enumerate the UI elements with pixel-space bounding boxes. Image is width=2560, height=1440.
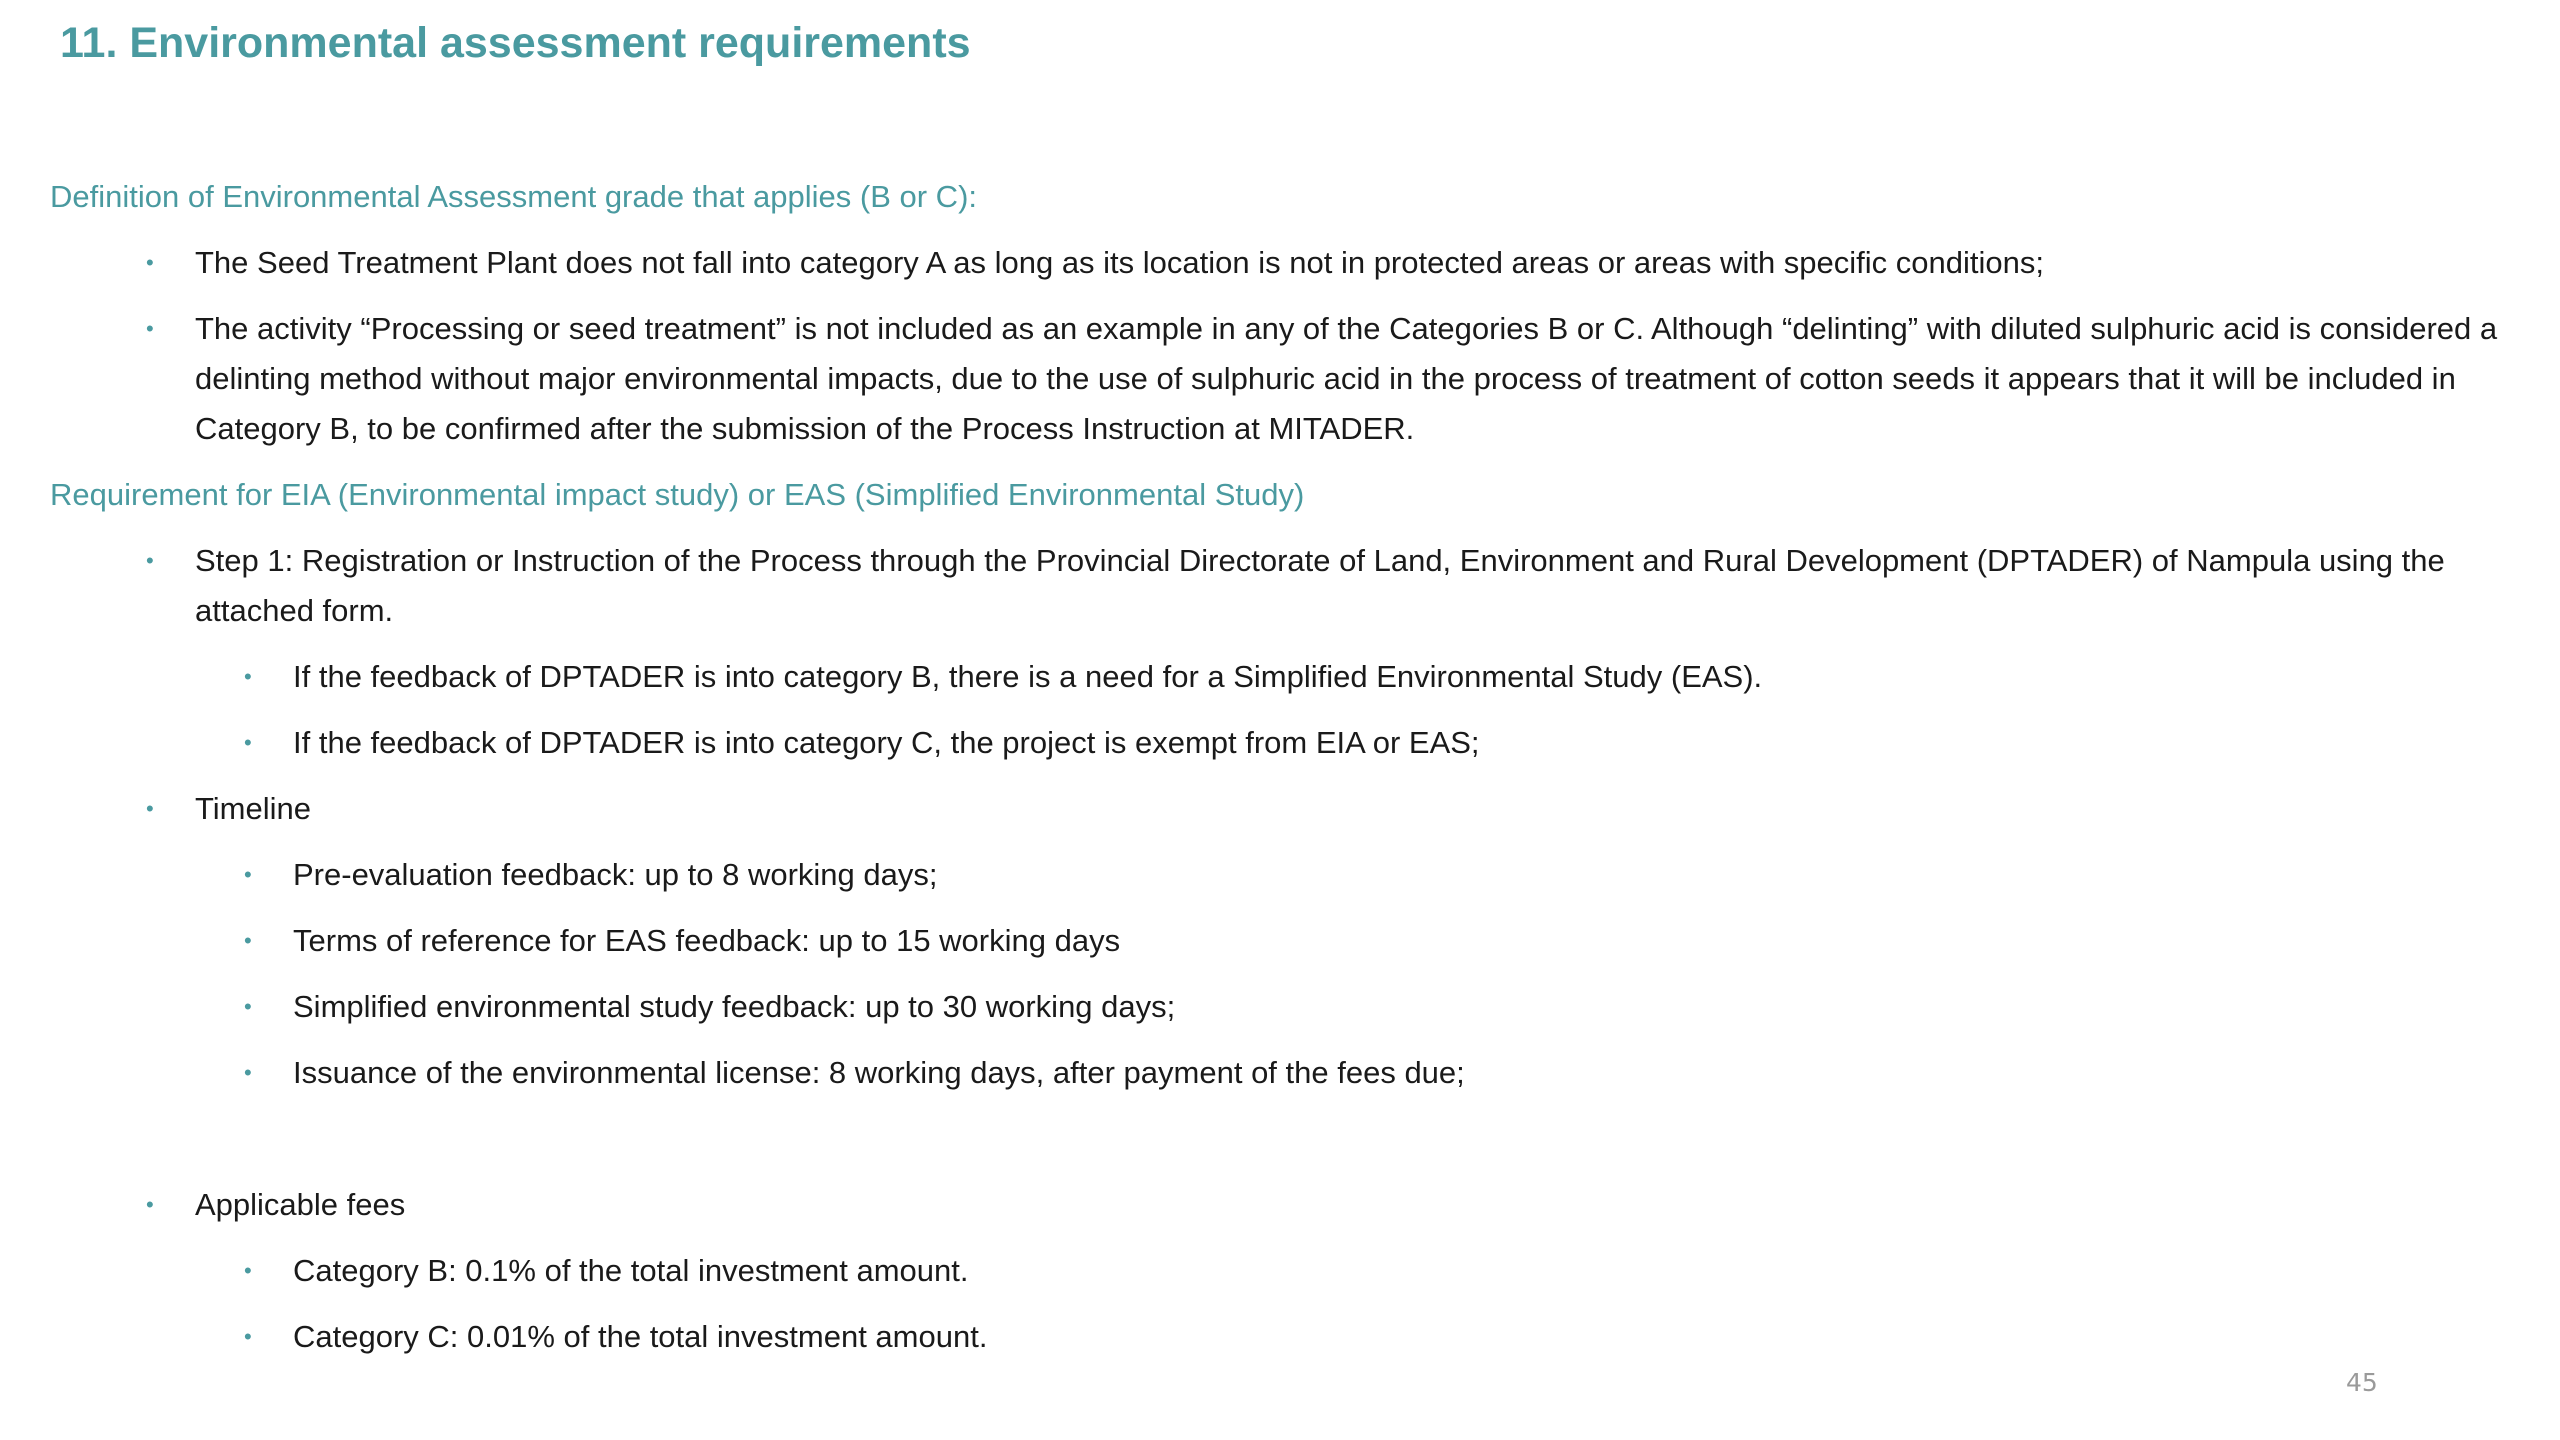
list-item-text: Category C: 0.01% of the total investment amount. — [293, 1319, 988, 1354]
ea-grade-list — [50, 238, 2540, 454]
bullet-icon: • — [244, 928, 252, 953]
sub-list-item — [50, 1048, 2540, 1098]
list-item-text: Pre-evaluation feedback: up to 8 working days; — [293, 857, 938, 892]
list-item-text: Timeline — [195, 791, 311, 826]
list-item-timeline — [50, 784, 2540, 834]
bullet-icon: • — [146, 250, 154, 275]
list-item-text: Step 1: Registration or Instruction of the Process through the Provincial Directorate of Land, Environment and Rural Development (DPTADER) of Nampula using the attached form. — [195, 543, 2445, 628]
bullet-icon: • — [244, 1060, 252, 1085]
list-item-text: Simplified environmental study feedback: up to 30 working days; — [293, 989, 1176, 1024]
sub-list-item — [50, 982, 2540, 1032]
eia-eas-list — [50, 536, 2540, 1098]
bullet-icon: • — [244, 1258, 252, 1283]
slide-content — [50, 172, 2540, 1378]
bullet-icon: • — [244, 730, 252, 755]
sub-list-item — [50, 850, 2540, 900]
page-number: 45 — [2346, 1368, 2378, 1397]
spacer — [50, 1114, 2540, 1180]
bullet-icon: • — [244, 994, 252, 1019]
slide-title: 11. Environmental assessment requirements — [60, 19, 971, 67]
sub-list-item — [50, 718, 2540, 768]
list-item-fees — [50, 1180, 2540, 1230]
list-item — [50, 304, 2540, 454]
sub-list-item — [50, 916, 2540, 966]
list-item-step1 — [50, 536, 2540, 636]
list-item-text: Terms of reference for EAS feedback: up to 15 working days — [293, 923, 1121, 958]
bullet-icon: • — [244, 862, 252, 887]
list-item-text: If the feedback of DPTADER is into category C, the project is exempt from EIA or EAS; — [293, 725, 1480, 760]
list-item-text: Issuance of the environmental license: 8 working days, after payment of the fees due; — [293, 1055, 1465, 1090]
bullet-icon: • — [244, 664, 252, 689]
list-item-text: Applicable fees — [195, 1187, 406, 1222]
list-item-text: The activity “Processing or seed treatment” is not included as an example in any of the Categories B or C. Although “delinting” with diluted sulphuric acid is considered a delinting method without major environmental impacts, due to the use of sulphuric acid in the process of treatment of cotton seeds it appears that it will be included in Category B, to be confirmed after the submission of the Process Instruction at MITADER. — [195, 311, 2498, 446]
bullet-icon: • — [244, 1324, 252, 1349]
list-item-text: Category B: 0.1% of the total investment amount. — [293, 1253, 969, 1288]
section-heading-ea-grade: Definition of Environmental Assessment grade that applies (B or C): — [50, 179, 978, 214]
sub-list-item — [50, 1246, 2540, 1296]
bullet-icon: • — [146, 796, 154, 821]
list-item — [50, 238, 2540, 288]
sub-list-item — [50, 652, 2540, 702]
fees-list — [50, 1180, 2540, 1362]
bullet-icon: • — [146, 548, 154, 573]
list-item-text: The Seed Treatment Plant does not fall into category A as long as its location is not in protected areas or areas with specific conditions; — [195, 245, 2044, 280]
list-item-text: If the feedback of DPTADER is into category B, there is a need for a Simplified Environmental Study (EAS). — [293, 659, 1763, 694]
section-heading-eia-eas: Requirement for EIA (Environmental impact study) or EAS (Simplified Environmental Study) — [50, 477, 1305, 512]
bullet-icon: • — [146, 316, 154, 341]
bullet-icon: • — [146, 1192, 154, 1217]
sub-list-item — [50, 1312, 2540, 1362]
